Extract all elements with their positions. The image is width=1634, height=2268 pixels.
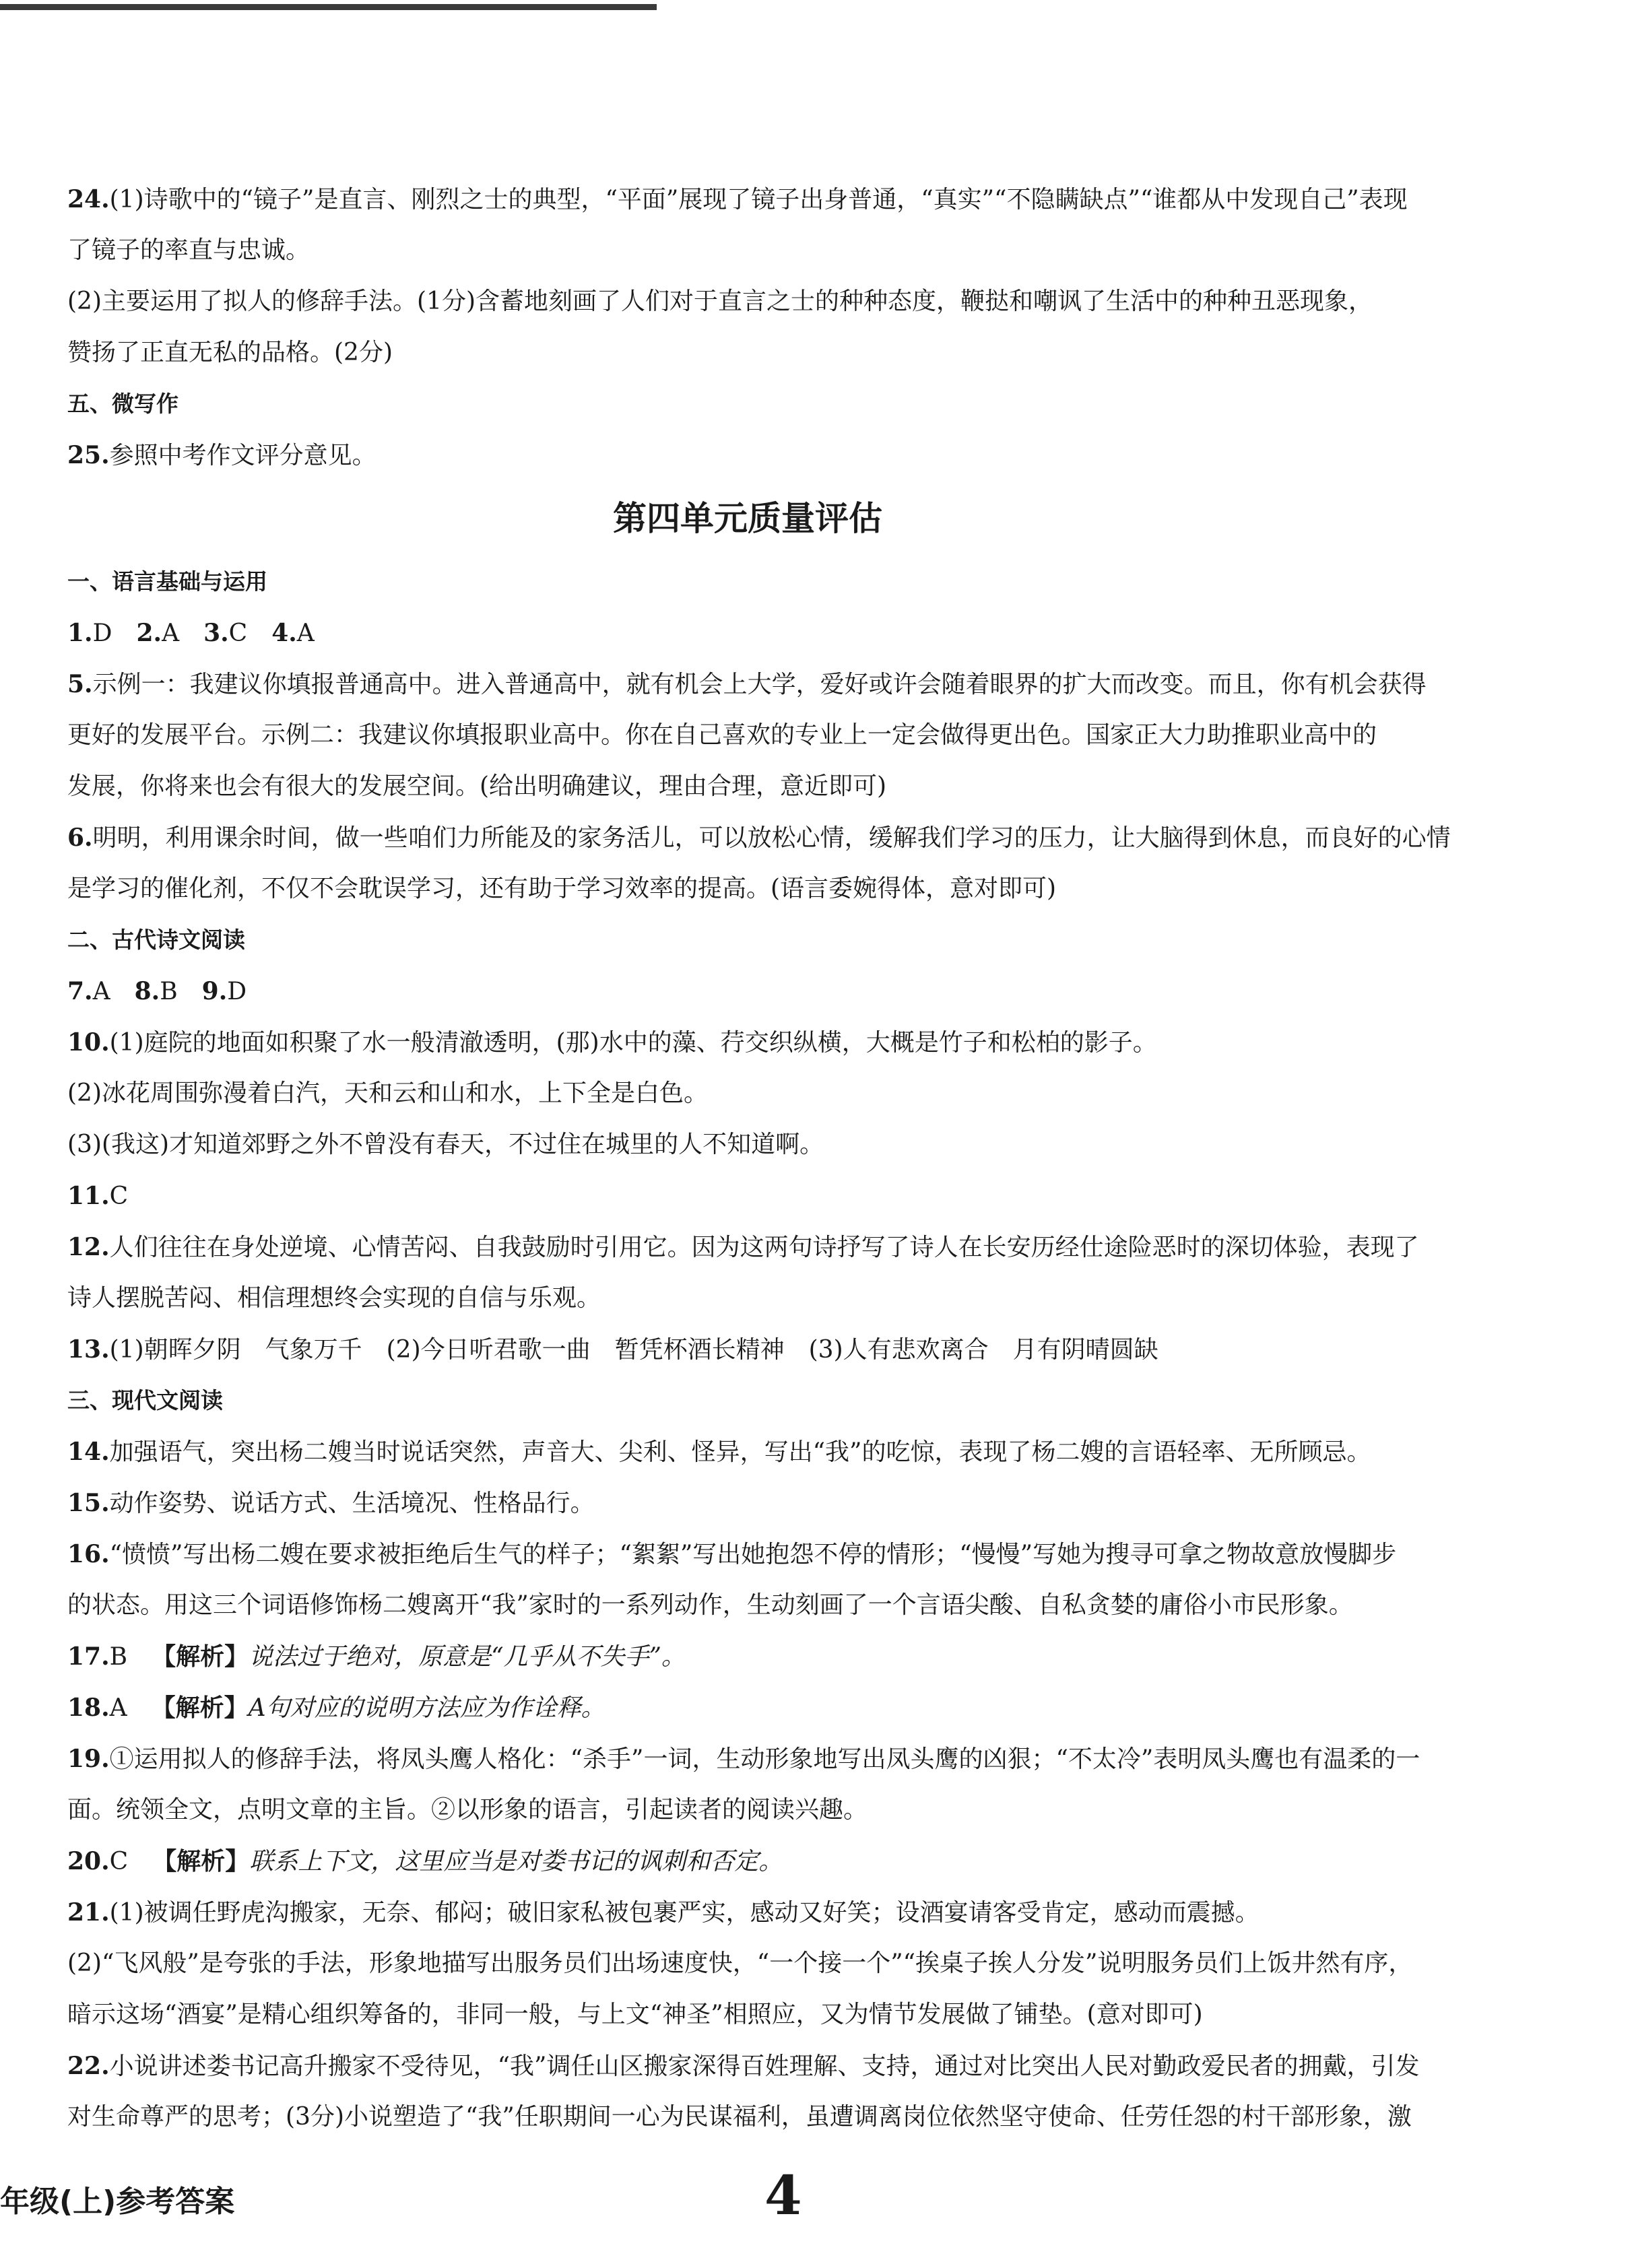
answer-text: 小说讲述娄书记高升搬家不受待见，“我”调任山区搬家深得百姓理解、支持，通过对比突出人民对勤政爱民者的拥戴，引发 xyxy=(109,2053,1420,2080)
answer-line xyxy=(67,1017,1414,1068)
answer-continuation: 面。统领全文，点明文章的主旨。②以形象的语言，引起读者的阅读兴趣。 xyxy=(67,1796,868,1824)
answer-continuation: (2)冰花周围弥漫着白汽，天和云和山和水，上下全是白色。 xyxy=(67,1079,708,1107)
answer-continuation: 发展，你将来也会有很大的发展空间。(给出明确建议，理由合理，意近即可) xyxy=(67,772,887,800)
choice-answer: A xyxy=(109,1694,127,1722)
answer-line xyxy=(67,1222,1419,1273)
question-number: 18. xyxy=(67,1694,110,1722)
answer-with-explanation xyxy=(67,1682,1414,1733)
question-number: 16. xyxy=(67,1540,110,1568)
section-heading: 五、微写作 xyxy=(67,391,178,417)
question-number: 8. xyxy=(134,977,160,1005)
section-heading: 二、古代诗文阅读 xyxy=(67,927,245,953)
answer-text: “愤愤”写出杨二嫂在要求被拒绝后生气的样子；“絮絮”写出她抱怨不停的情形；“慢慢”写她为搜寻可拿之物故意放慢脚步 xyxy=(109,1541,1397,1568)
question-number: 25. xyxy=(67,441,110,469)
answer-continuation: 的状态。用这三个词语修饰杨二嫂离开“我”家时的一系列动作，生动刻画了一个言语尖酸、自私贪婪的庸俗小市民形象。 xyxy=(67,1591,1353,1619)
section-heading: 一、语言基础与运用 xyxy=(67,568,267,595)
answer-continuation: 更好的发展平台。示例二：我建议你填报职业高中。你在自己喜欢的专业上一定会做得更出色。国家正大力助推职业高中的 xyxy=(67,721,1377,749)
question-number: 15. xyxy=(67,1489,110,1517)
answer-line xyxy=(67,1733,1420,1785)
question-number: 9. xyxy=(201,977,228,1005)
explanation-text: 联系上下文，这里应当是对娄书记的讽刺和否定。 xyxy=(249,1848,783,1875)
answer-continuation: 诗人摆脱苦闷、相信理想终会实现的自信与乐观。 xyxy=(67,1284,601,1312)
explanation-text: 说法过于绝对，原意是“几乎从不失手”。 xyxy=(249,1643,686,1671)
question-number: 24. xyxy=(67,185,110,213)
question-number: 6. xyxy=(67,824,93,852)
question-number: 10. xyxy=(67,1028,110,1057)
footer-label: 年级(上)参考答案 xyxy=(0,2184,235,2219)
choice-answer: D xyxy=(227,978,247,1005)
answer-line xyxy=(67,1170,1414,1222)
choice-answer: A xyxy=(92,978,110,1005)
question-number: 2. xyxy=(136,619,162,647)
question-number: 5. xyxy=(67,670,93,698)
choice-answers xyxy=(67,966,1414,1017)
answer-text: ①运用拟人的修辞手法，将凤头鹰人格化：“杀手”一词，生动形象地写出凤头鹰的凶狠；“不太冷”表明凤头鹰也有温柔的一 xyxy=(109,1745,1420,1773)
page-number: 4 xyxy=(764,2164,802,2227)
question-number: 21. xyxy=(67,1898,110,1927)
choice-answer: C xyxy=(228,620,248,647)
question-number: 1. xyxy=(67,619,93,647)
answer-line xyxy=(67,1477,1414,1529)
question-number: 19. xyxy=(67,1745,110,1773)
answer-text: 明明，利用课余时间，做一些咱们力所能及的家务活儿，可以放松心情，缓解我们学习的压力，让大脑得到休息，而良好的心情 xyxy=(92,824,1451,852)
answer-line xyxy=(67,659,1427,710)
answer-continuation: 是学习的催化剂，不仅不会耽误学习，还有助于学习效率的提高。(语言委婉得体，意对即可) xyxy=(67,875,1057,902)
answer-content xyxy=(67,174,1451,2143)
answer-text: (1)被调任野虎沟搬家，无奈、郁闷；破旧家私被包裹严实，感动又好笑；设酒宴请客受肯定，感动而震撼。 xyxy=(109,1899,1260,1927)
answer-continuation: 暗示这场“酒宴”是精心组织筹备的，非同一般，与上文“神圣”相照应，又为情节发展做了铺垫。(意对即可) xyxy=(67,2001,1203,2028)
question-number: 22. xyxy=(67,2052,110,2080)
answer-continuation: (3)(我这)才知道郊野之外不曾没有春天，不过住在城里的人不知道啊。 xyxy=(67,1131,824,1158)
answer-line xyxy=(67,1887,1414,1938)
choice-answer: A xyxy=(296,620,315,647)
explanation-tag: 【解析】 xyxy=(151,1694,249,1722)
explanation-text: A句对应的说明方法应为作诠释。 xyxy=(248,1694,606,1722)
answer-text: 加强语气，突出杨二嫂当时说话突然，声音大、尖利、怪异，写出“我”的吃惊，表现了杨二嫂的言语轻率、无所顾忌。 xyxy=(109,1438,1371,1466)
answer-line xyxy=(67,174,1414,225)
explanation-tag: 【解析】 xyxy=(152,1848,250,1875)
answer-line xyxy=(67,1529,1414,1580)
answer-text: C xyxy=(109,1182,129,1210)
choice-answer: A xyxy=(162,620,180,647)
explanation-tag: 【解析】 xyxy=(152,1643,249,1671)
question-number: 11. xyxy=(67,1182,110,1210)
question-number: 4. xyxy=(271,619,297,647)
answer-text: 动作姿势、说话方式、生活境况、性格品行。 xyxy=(109,1490,595,1517)
choice-answer: B xyxy=(109,1643,128,1671)
choice-answer: B xyxy=(160,978,178,1005)
answer-line xyxy=(67,430,1414,481)
answer-line xyxy=(67,2040,1420,2092)
question-number: 20. xyxy=(67,1847,110,1875)
question-number: 13. xyxy=(67,1335,110,1364)
answer-continuation: (2)主要运用了拟人的修辞手法。(1分)含蓄地刻画了人们对于直言之士的种种态度，鞭挞和嘲讽了生活中的种种丑恶现象， xyxy=(67,288,1373,315)
answer-continuation: 了镜子的率直与忠诚。 xyxy=(67,236,311,264)
question-number: 12. xyxy=(67,1233,110,1261)
question-number: 17. xyxy=(67,1642,110,1671)
question-number: 3. xyxy=(203,619,229,647)
answer-text: 示例一：我建议你填报普通高中。进入普通高中，就有机会上大学，爱好或许会随着眼界的扩大而改变。而且，你有机会获得 xyxy=(92,671,1427,698)
section-heading: 三、现代文阅读 xyxy=(67,1387,223,1413)
answer-text: 参照中考作文评分意见。 xyxy=(109,442,377,469)
answer-with-explanation xyxy=(67,1631,1414,1682)
answer-line xyxy=(67,812,1451,863)
choice-answer: C xyxy=(109,1848,129,1875)
answer-continuation: 对生命尊严的思考；(3分)小说塑造了“我”任职期间一心为民谋福利，虽遭调离岗位依然坚守使命、任劳任怨的村干部形象，激 xyxy=(67,2103,1412,2131)
answer-continuation: (2)“飞风般”是夸张的手法，形象地描写出服务员们出场速度快，“一个接一个”“挨桌子挨人分发”说明服务员们上饭井然有序， xyxy=(67,1949,1413,1977)
section-title: 第四单元质量评估 xyxy=(613,499,882,538)
answer-line xyxy=(67,1324,1414,1375)
answer-text: (1)庭院的地面如积聚了水一般清澈透明，(那)水中的藻、荇交织纵横，大概是竹子和松柏的影子。 xyxy=(109,1029,1157,1057)
answer-line xyxy=(67,1426,1414,1477)
choice-answer: D xyxy=(92,620,112,647)
answer-text: (1)朝晖夕阴 气象万千 (2)今日听君歌一曲 暂凭杯酒长精神 (3)人有悲欢离合 月有阴晴圆缺 xyxy=(109,1336,1158,1364)
answer-continuation: 赞扬了正直无私的品格。(2分) xyxy=(67,339,393,366)
question-number: 7. xyxy=(67,977,93,1005)
question-number: 14. xyxy=(67,1438,110,1466)
answer-text: 人们往往在身处逆境、心情苦闷、自我鼓励时引用它。因为这两句诗抒写了诗人在长安历经仕途险恶时的深切体验，表现了 xyxy=(109,1234,1419,1261)
answer-text: (1)诗歌中的“镜子”是直言、刚烈之士的典型，“平面”展现了镜子出身普通，“真实”“不隐瞒缺点”“谁都从中发现自己”表现 xyxy=(109,186,1408,213)
choice-answers xyxy=(67,607,1414,659)
answer-with-explanation xyxy=(67,1836,1414,1887)
top-rule xyxy=(0,4,657,10)
